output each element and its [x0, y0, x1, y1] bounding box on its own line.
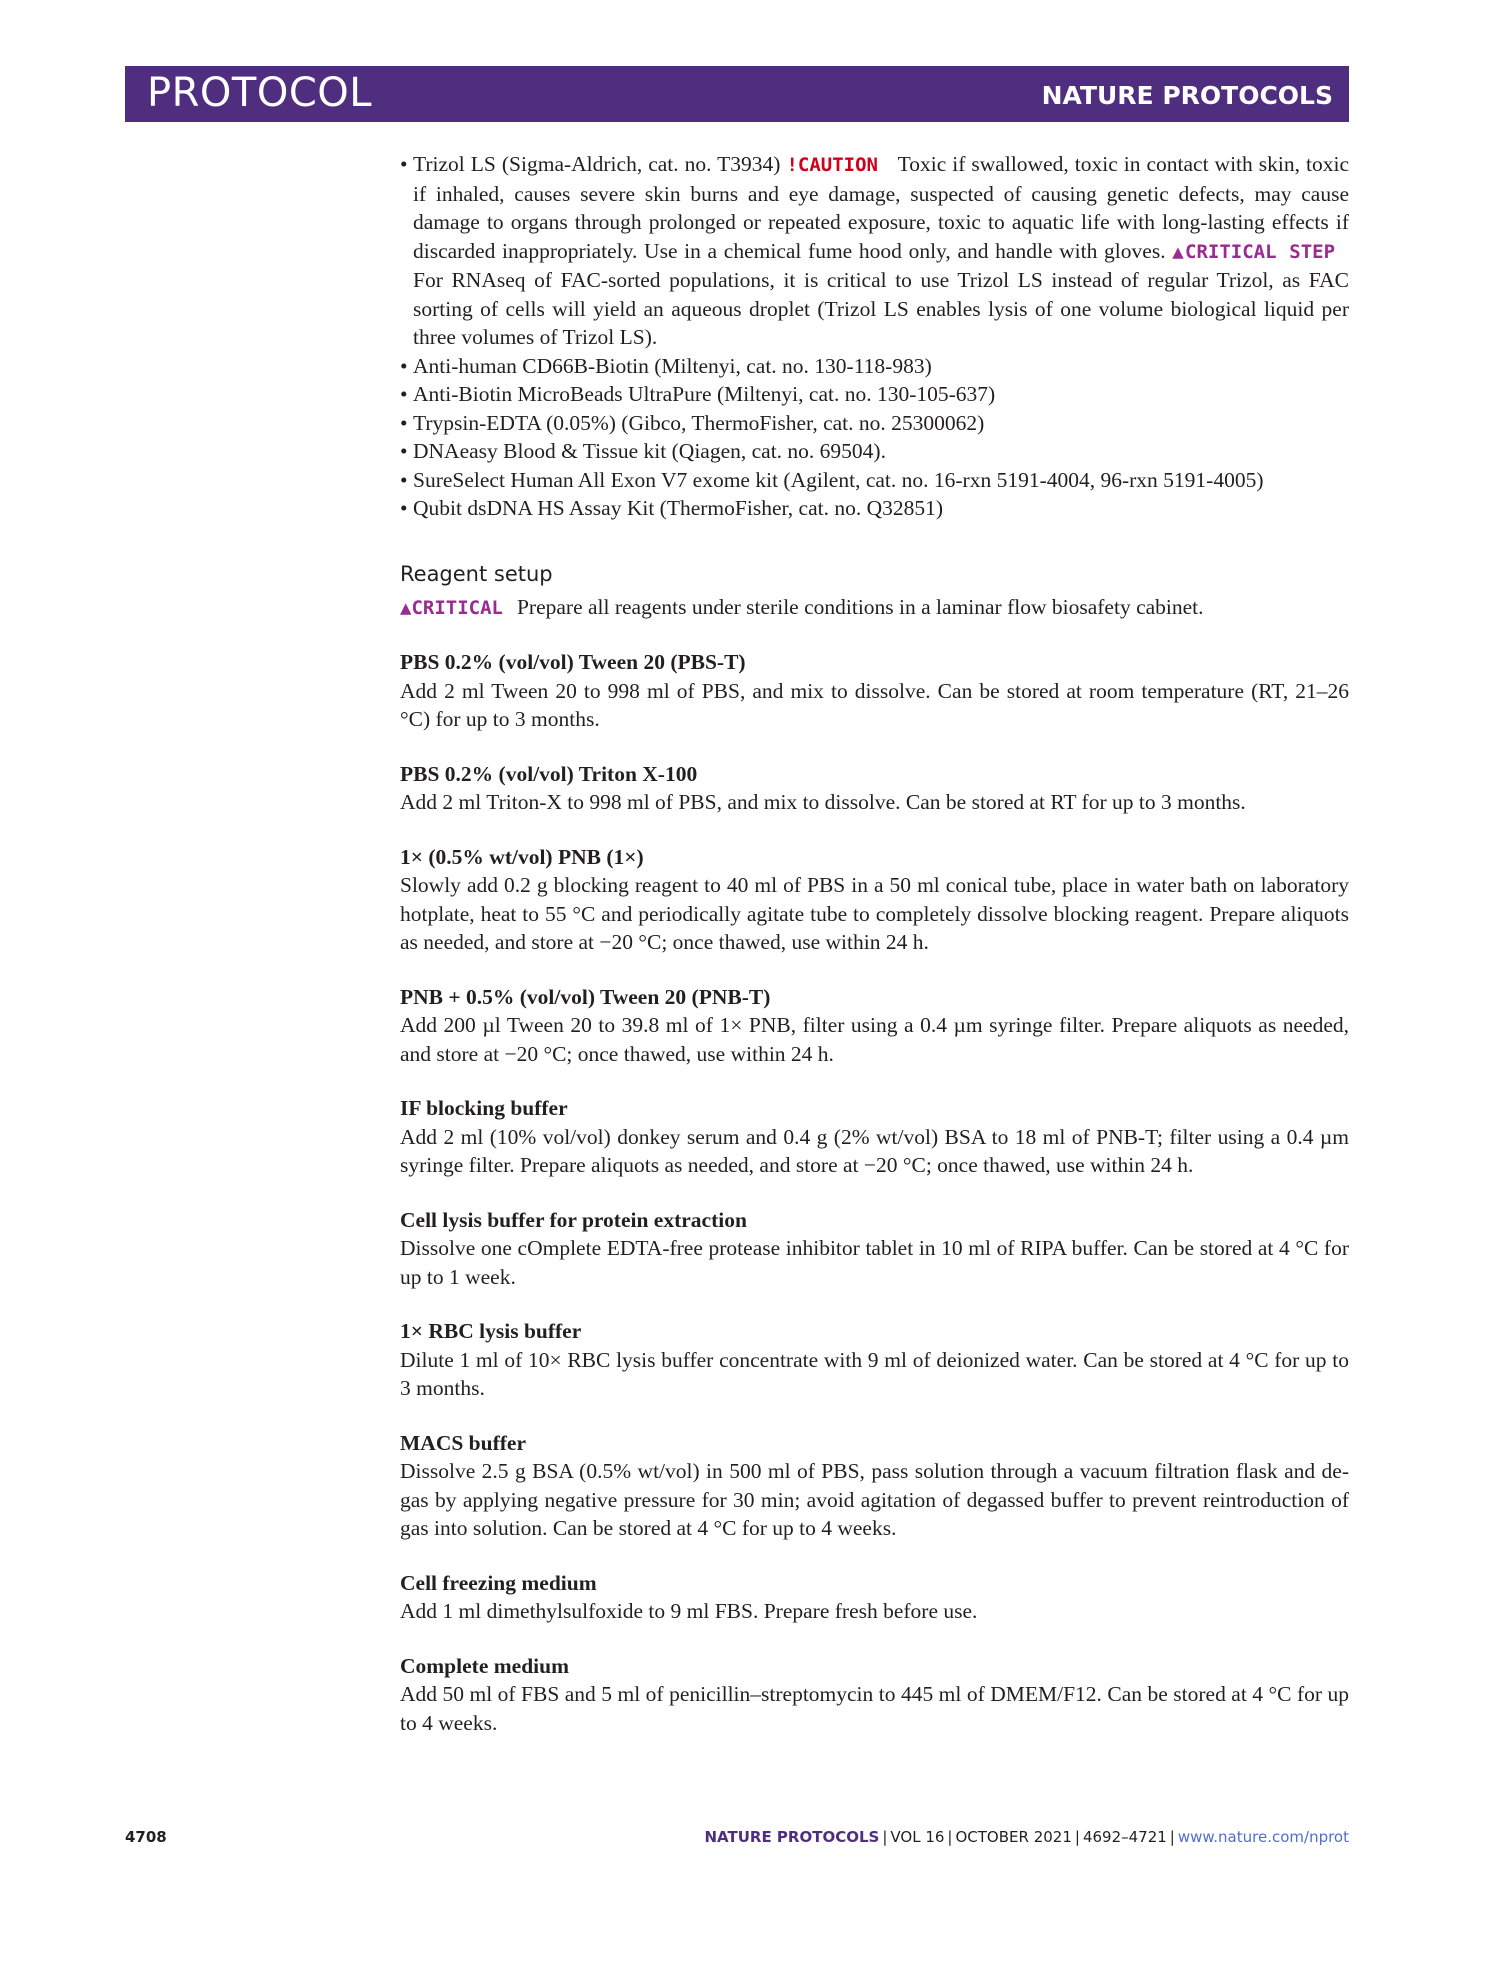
reagent-block	[400, 648, 1349, 734]
page-number: 4708	[125, 1828, 167, 1846]
list-item: • DNAeasy Blood & Tissue kit (Qiagen, cat. no. 69504).	[400, 437, 1349, 466]
critical-note	[400, 593, 1349, 623]
footer-date: OCTOBER 2021	[955, 1828, 1072, 1846]
reagent-block	[400, 1569, 1349, 1626]
caution-text: Toxic if swallowed, toxic in contact with skin, toxic if inhaled, causes severe skin burns and eye damage, suspected of causing genetic defects, may cause damage to organs through prolonged or repeated exposure, toxic to aquatic life with long-lasting effects if discarded inappropriately. Use in a chemical fume hood only, and handle with gloves.	[413, 152, 1350, 263]
reagent-block	[400, 843, 1349, 957]
footer-separator: |	[1169, 1828, 1175, 1846]
reagent-block	[400, 1652, 1349, 1738]
caution-label: !CAUTION	[786, 154, 878, 176]
reagent-block	[400, 1317, 1349, 1403]
reagent-title: MACS buffer	[400, 1430, 526, 1455]
footer-separator: |	[1074, 1828, 1080, 1846]
reagent-title: PBS 0.2% (vol/vol) Triton X-100	[400, 761, 698, 786]
reagent-description: Add 200 µl Tween 20 to 39.8 ml of 1× PNB, filter using a 0.4 µm syringe filter. Prepare aliquots as needed, and store at −20 °C; once thawed, use within 24 h.	[400, 1013, 1349, 1066]
reagent-description: Slowly add 0.2 g blocking reagent to 40 ml of PBS in a 50 ml conical tube, place in water bath on laboratory hotplate, heat to 55 °C and periodically agitate tube to completely dissolve blocking reagent. Prepare aliquots as needed, and store at −20 °C; once thawed, use within 24 h.	[400, 873, 1349, 954]
footer-journal: NATURE PROTOCOLS	[704, 1828, 880, 1846]
reagent-block	[400, 1094, 1349, 1180]
reagent-title: 1× RBC lysis buffer	[400, 1319, 582, 1343]
footer-separator: |	[882, 1828, 888, 1846]
reagent-block	[400, 1206, 1349, 1292]
reagent-description: Dissolve 2.5 g BSA (0.5% wt/vol) in 500 ml of PBS, pass solution through a vacuum filtration flask and de-gas by applying negative pressure for 30 min; avoid agitation of degassed buffer to prevent reintroduction of gas into solution. Can be stored at 4 °C for up to 4 weeks.	[400, 1459, 1349, 1540]
material-text: Trizol LS (Sigma-Aldrich, cat. no. T3934)	[413, 152, 781, 176]
list-item	[400, 150, 1349, 352]
article-type-label: PROTOCOL	[147, 70, 373, 116]
reagent-title: 1× (0.5% wt/vol) PNB (1×)	[400, 844, 644, 869]
list-item: • Anti-Biotin MicroBeads UltraPure (Miltenyi, cat. no. 130-105-637)	[400, 380, 1349, 409]
footer-citation	[704, 1828, 1349, 1846]
footer-pages: 4692–4721	[1082, 1828, 1167, 1846]
reagent-description: Add 2 ml (10% vol/vol) donkey serum and 0.4 g (2% wt/vol) BSA to 18 ml of PNB-T; filter using a 0.4 µm syringe filter. Prepare aliquots as needed, and store at −20 °C; once thawed, use within 24 h.	[400, 1124, 1349, 1177]
reagent-description: Add 50 ml of FBS and 5 ml of penicillin–streptomycin to 445 ml of DMEM/F12. Can be stored at 4 °C for up to 4 weeks.	[400, 1682, 1349, 1735]
reagent-title: PBS 0.2% (vol/vol) Tween 20 (PBS-T)	[400, 650, 746, 674]
list-item: • Anti-human CD66B-Biotin (Miltenyi, cat. no. 130-118-983)	[400, 352, 1349, 381]
reagent-title: Cell freezing medium	[400, 1570, 597, 1595]
reagent-description: Add 1 ml dimethylsulfoxide to 9 ml FBS. Prepare fresh before use.	[400, 1599, 978, 1623]
critical-label: ▲CRITICAL	[400, 596, 503, 619]
reagent-description: Dilute 1 ml of 10× RBC lysis buffer concentrate with 9 ml of deionized water. Can be stored at 4 °C for up to 3 months.	[400, 1347, 1349, 1400]
journal-name: NATURE PROTOCOLS	[1041, 81, 1333, 110]
reagent-description: Add 2 ml Triton-X to 998 ml of PBS, and mix to dissolve. Can be stored at RT for up to 3 months.	[400, 790, 1246, 814]
list-item: • Trypsin-EDTA (0.05%) (Gibco, ThermoFisher, cat. no. 25300062)	[400, 409, 1349, 438]
materials-list	[400, 150, 1349, 523]
page-body	[400, 150, 1349, 1737]
section-heading: Reagent setup	[400, 561, 553, 586]
reagent-title: PNB + 0.5% (vol/vol) Tween 20 (PNB-T)	[400, 984, 771, 1009]
list-item: • Qubit dsDNA HS Assay Kit (ThermoFisher, cat. no. Q32851)	[400, 494, 1349, 523]
reagent-description: Dissolve one cOmplete EDTA-free protease inhibitor tablet in 10 ml of RIPA buffer. Can be stored at 4 °C for up to 1 week.	[400, 1236, 1349, 1289]
critical-step-text: For RNAseq of FAC-sorted populations, it is critical to use Trizol LS instead of regular Trizol, as FAC sorting of cells will yield an aqueous droplet (Trizol LS enables lysis of one volume biological liquid per three volumes of Trizol LS).	[413, 268, 1349, 349]
footer-separator: |	[947, 1828, 953, 1846]
reagent-block	[400, 983, 1349, 1069]
reagent-block	[400, 760, 1349, 817]
critical-step-label: ▲CRITICAL STEP	[1172, 240, 1336, 263]
reagent-description: Add 2 ml Tween 20 to 998 ml of PBS, and mix to dissolve. Can be stored at room temperature (RT, 21–26 °C) for up to 3 months.	[400, 678, 1349, 731]
reagent-title: Cell lysis buffer for protein extraction	[400, 1207, 747, 1232]
header-banner	[125, 66, 1349, 122]
reagent-block	[400, 1429, 1349, 1543]
footer-volume: VOL 16	[890, 1828, 945, 1846]
critical-text: Prepare all reagents under sterile conditions in a laminar flow biosafety cabinet.	[516, 594, 1204, 619]
reagent-title: Complete medium	[400, 1653, 569, 1678]
list-item: • SureSelect Human All Exon V7 exome kit (Agilent, cat. no. 16-rxn 5191-4004, 96-rxn 5191-4005)	[400, 466, 1349, 495]
reagent-title: IF blocking buffer	[400, 1096, 568, 1120]
footer-url-link[interactable]: www.nature.com/nprot	[1177, 1828, 1349, 1846]
